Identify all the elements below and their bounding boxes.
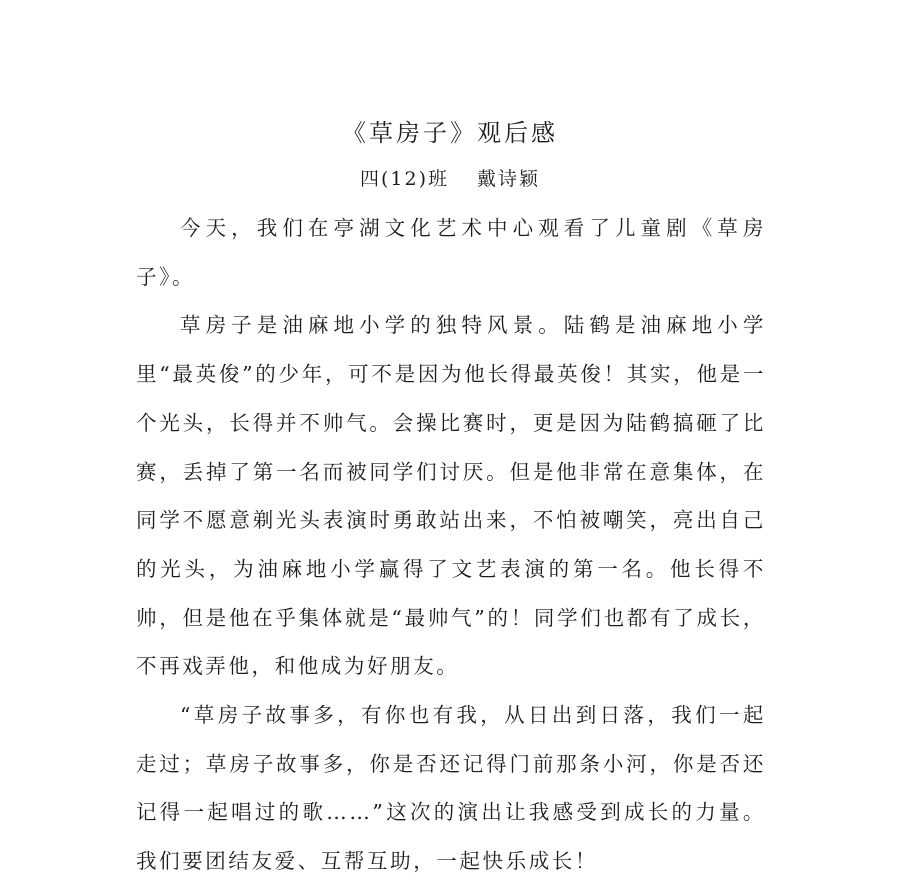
paragraph-2: 草房子是油麻地小学的独特风景。陆鹤是油麻地小学里“最英俊”的少年，可不是因为他长得最英俊！其实，他是一个光头，长得并不帅气。会操比赛时，更是因为陆鹤搞砸了比赛，丢掉了第一名而被同学们讨厌。但是他非常在意集体，在同学不愿意剃光头表演时勇敢站出来，不怕被嘲笑，亮出自己的光头，为油麻地小学赢得了文艺表演的第一名。他长得不帅，但是他在乎集体就是“最帅气”的！同学们也都有了成长，不再戏弄他，和他成为好朋友。 [136,313,766,679]
author-byline [0,164,900,194]
essay-title: 《草房子》观后感 [342,119,558,147]
paragraph-1: 今天，我们在亭湖文化艺术中心观看了儿童剧《草房子》。 [136,216,766,289]
paragraph-3: “草房子故事多，有你也有我，从日出到日落，我们一起走过；草房子故事多，你是否还记得门前那条小河，你是否还记得一起唱过的歌……”这次的演出让我感受到成长的力量。我们要团结友爱、互帮互助，一起快乐成长！ [136,703,766,874]
author-name: 戴诗颖 [477,168,541,190]
essay-body [136,204,766,886]
class-name: 四(12)班 [359,168,449,190]
